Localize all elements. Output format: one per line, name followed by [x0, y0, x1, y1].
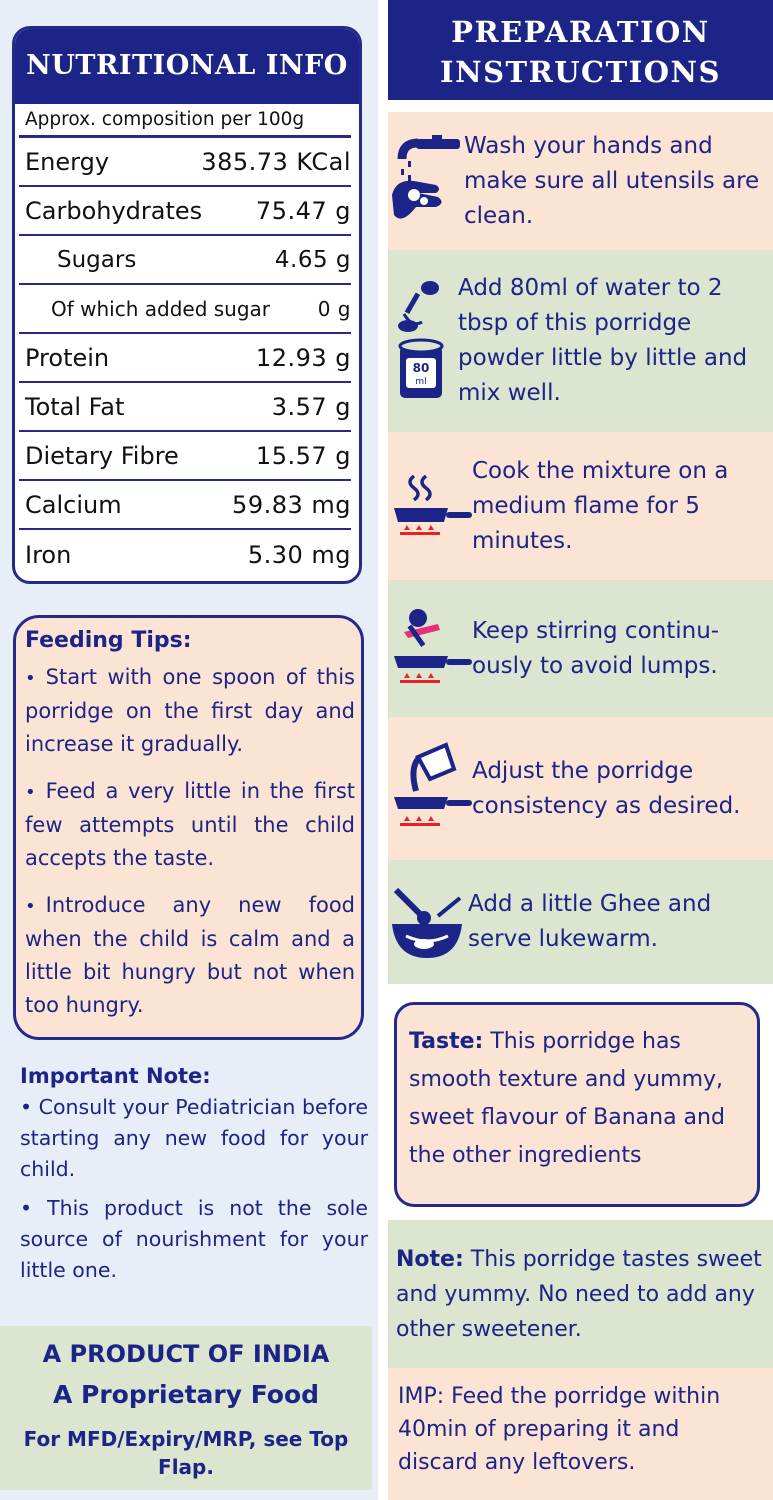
- nutrient-value: 59.83 mg: [232, 490, 351, 519]
- nutrient-label: Calcium: [25, 490, 122, 519]
- note-text: This porridge tastes sweet and yummy. No need to add any other sweetener.: [396, 1247, 762, 1342]
- feeding-tip: [25, 775, 355, 875]
- imp-box: [388, 1368, 773, 1500]
- bullet: •: [25, 896, 36, 917]
- nutrient-label: Sugars: [57, 246, 137, 273]
- nutrition-row-protein: [19, 334, 351, 383]
- prep-step-3: [388, 432, 773, 580]
- nutrient-value: 75.47 g: [255, 196, 351, 225]
- important-note: [20, 1064, 368, 1294]
- prep-step-text: Adjust the porridge consistency as desired.: [472, 757, 741, 819]
- nutrition-title: NUTRITIONAL INFO: [15, 29, 359, 104]
- measure-unit: ml: [415, 377, 427, 387]
- cook-pan-icon: [388, 432, 472, 580]
- nutrient-value: 5.30 mg: [247, 540, 351, 569]
- prep-step-6: [388, 860, 773, 984]
- nutrition-subtitle: Approx. composition per 100g: [19, 104, 351, 138]
- feeding-tip-text: Introduce any new food when the child is calm and a little bit hungry but not when too hungry.: [25, 893, 355, 1017]
- nutrient-label: Dietary Fibre: [25, 441, 179, 470]
- important-note-title: Important Note:: [20, 1064, 211, 1088]
- measure-water-icon: [388, 250, 458, 432]
- nutrition-row-dietary-fibre: [19, 432, 351, 481]
- nutrient-label: Carbohydrates: [25, 196, 203, 225]
- note-box: [388, 1220, 773, 1368]
- nutrient-value: 12.93 g: [255, 343, 351, 372]
- prep-step-text: Add a little Ghee and serve lukewarm.: [468, 891, 712, 952]
- nutrient-value: 3.57 g: [271, 392, 351, 421]
- preparation-title-line: PREPARATION: [451, 15, 710, 49]
- nutrition-row-iron: [19, 530, 351, 579]
- nutrient-value: 15.57 g: [255, 441, 351, 470]
- nutrient-value: 4.65 g: [274, 246, 351, 273]
- nutrition-row-carbohydrates: [19, 187, 351, 236]
- nutrient-label: Total Fat: [25, 392, 125, 421]
- prep-step-2: [388, 250, 773, 432]
- prep-step-text: Add 80ml of water to 2 tbsp of this porridge powder little by little and mix well.: [458, 275, 748, 406]
- nutrient-label: Protein: [25, 343, 110, 372]
- feeding-tip-text: Start with one spoon of this porridge on the first day and increase it gradually.: [25, 665, 355, 756]
- nutrition-row-sugars: [19, 236, 351, 285]
- origin-line: A PRODUCT OF INDIA: [42, 1340, 330, 1368]
- nutrient-label: Of which added sugar: [51, 296, 271, 321]
- feeding-tips-box: [13, 615, 364, 1040]
- bullet: •: [25, 668, 36, 689]
- prep-step-1: [388, 112, 773, 250]
- feeding-tips-title: Feeding Tips:: [25, 628, 192, 653]
- proprietary-line: A Proprietary Food: [52, 1380, 320, 1409]
- nutrition-row-added-sugar: [19, 285, 351, 334]
- prep-step-text: Wash your hands and make sure all utensils are clean.: [464, 132, 760, 229]
- taste-text: This porridge has smooth texture and yummy, sweet flavour of Banana and the other ingredients: [409, 1029, 725, 1168]
- taste-box: [394, 1002, 760, 1207]
- nutrition-row-calcium: [19, 481, 351, 530]
- wash-hands-icon: [388, 112, 464, 250]
- nutrition-row-energy: [19, 138, 351, 187]
- feeding-tip: [25, 889, 355, 1022]
- expiry-line: For MFD/Expiry/MRP, see Top Flap.: [23, 1427, 349, 1479]
- preparation-title: [388, 0, 773, 100]
- stir-pan-icon: [388, 580, 472, 717]
- imp-text: IMP: Feed the porridge within 40min of preparing it and discard any leftovers.: [398, 1384, 721, 1475]
- taste-label: Taste:: [409, 1029, 484, 1054]
- nutrient-label: Iron: [25, 540, 72, 569]
- nutrient-value: 385.73 KCal: [201, 147, 351, 176]
- note-label: Note:: [396, 1247, 464, 1272]
- nutrition-row-total-fat: [19, 383, 351, 432]
- important-note-item: • Consult your Pediatrician before starting any new food for your child.: [20, 1095, 368, 1181]
- prep-step-text: Keep stirring continu-ously to avoid lumps.: [472, 617, 720, 679]
- preparation-title-line: INSTRUCTIONS: [440, 55, 721, 89]
- nutrient-label: Energy: [25, 147, 110, 176]
- nutrition-table: [12, 26, 362, 584]
- left-panel: [0, 0, 378, 1500]
- bullet: •: [25, 782, 36, 803]
- bowl-spoon-icon: [388, 860, 468, 984]
- nutrient-value: 0 g: [317, 296, 351, 321]
- product-origin-box: [0, 1326, 372, 1490]
- prep-step-text: Cook the mixture on a medium flame for 5 minutes.: [472, 457, 729, 554]
- prep-step-5: [388, 717, 773, 860]
- feeding-tip: [25, 661, 355, 761]
- right-panel: [388, 0, 773, 1500]
- measure-label: 80: [412, 361, 430, 375]
- prep-step-4: [388, 580, 773, 717]
- important-note-item: • This product is not the sole source of nourishment for your little one.: [20, 1196, 368, 1282]
- pour-cup-icon: [388, 717, 472, 860]
- feeding-tip-text: Feed a very little in the first few attempts until the child accepts the taste.: [25, 779, 355, 870]
